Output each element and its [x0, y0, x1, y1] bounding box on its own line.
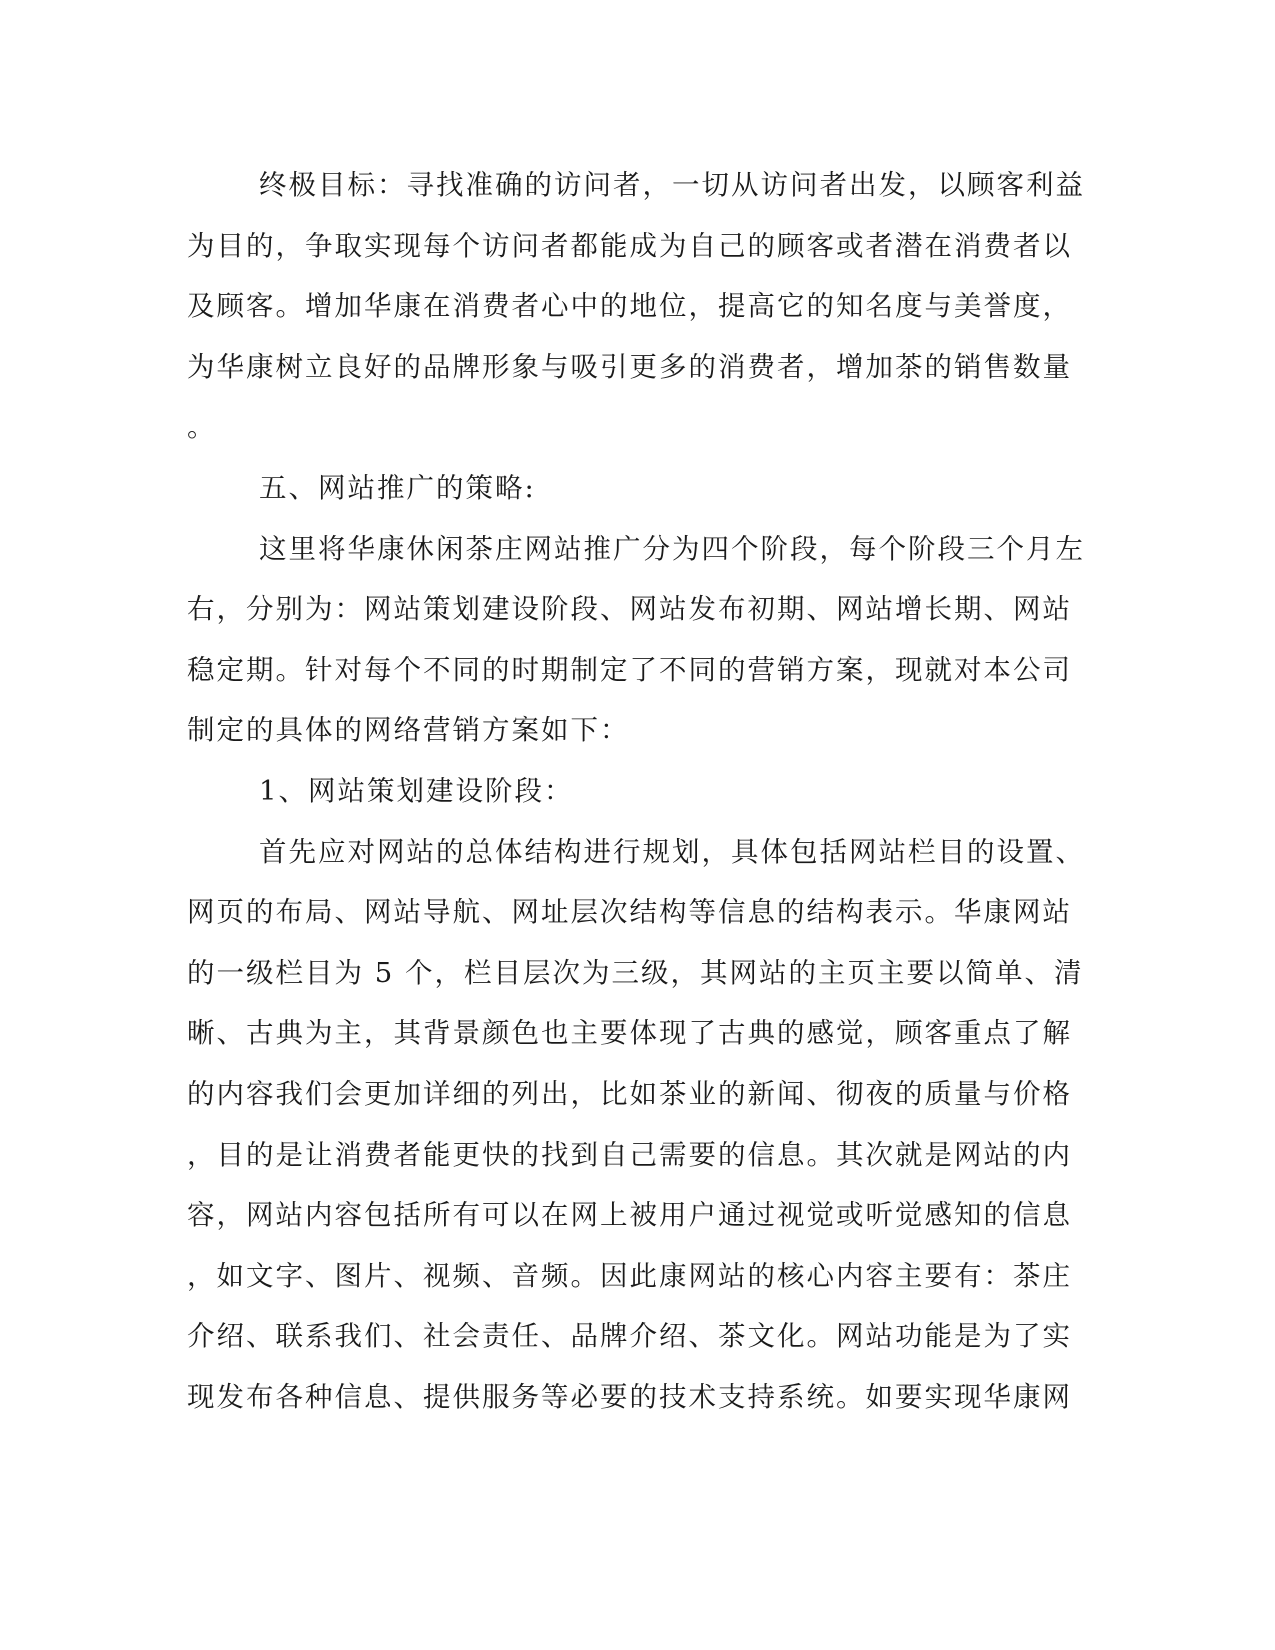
text-line: 及顾客。增加华康在消费者心中的地位，提高它的知名度与美誉度， [187, 290, 1072, 323]
text-line: 的内容我们会更加详细的列出，比如茶业的新闻、彻夜的质量与价格 [187, 1077, 1072, 1110]
text-line: ，目的是让消费者能更快的找到自己需要的信息。其次就是网站的内 [187, 1138, 1072, 1171]
text-line: 容，网站内容包括所有可以在网上被用户通过视觉或听觉感知的信息 [187, 1199, 1072, 1232]
text-line: 网页的布局、网站导航、网址层次结构等信息的结构表示。华康网站 [187, 896, 1072, 929]
text-line: 制定的具体的网络营销方案如下： [187, 714, 630, 747]
text-line: 首先应对网站的总体结构进行规划，具体包括网站栏目的设置、 [259, 835, 1085, 868]
text-line: 为华康树立良好的品牌形象与吸引更多的消费者，增加茶的销售数量 [187, 350, 1072, 383]
text-line: 。 [187, 411, 217, 444]
text-line: 为目的，争取实现每个访问者都能成为自己的顾客或者潜在消费者以 [187, 229, 1072, 262]
text-line: 这里将华康休闲茶庄网站推广分为四个阶段，每个阶段三个月左 [259, 532, 1085, 565]
text-line: 的一级栏目为 5 个，栏目层次为三级，其网站的主页主要以简单、清 [187, 956, 1084, 989]
text-line: 晰、古典为主，其背景颜色也主要体现了古典的感觉，顾客重点了解 [187, 1017, 1072, 1050]
text-line: 终极目标：寻找准确的访问者，一切从访问者出发，以顾客利益 [259, 169, 1085, 201]
text-line: 五、网站推广的策略: [259, 471, 536, 504]
text-line: 1、网站策划建设阶段： [259, 774, 574, 807]
document-body [187, 155, 1085, 1427]
text-line: ，如文字、图片、视频、音频。因此康网站的核心内容主要有：茶庄 [187, 1259, 1072, 1292]
text-line: 稳定期。针对每个不同的时期制定了不同的营销方案，现就对本公司 [187, 653, 1072, 686]
text-line: 介绍、联系我们、社会责任、品牌介绍、茶文化。网站功能是为了实 [187, 1320, 1072, 1353]
text-line: 现发布各种信息、提供服务等必要的技术支持系统。如要实现华康网 [187, 1380, 1072, 1413]
text-line: 右，分别为：网站策划建设阶段、网站发布初期、网站增长期、网站 [187, 593, 1072, 626]
